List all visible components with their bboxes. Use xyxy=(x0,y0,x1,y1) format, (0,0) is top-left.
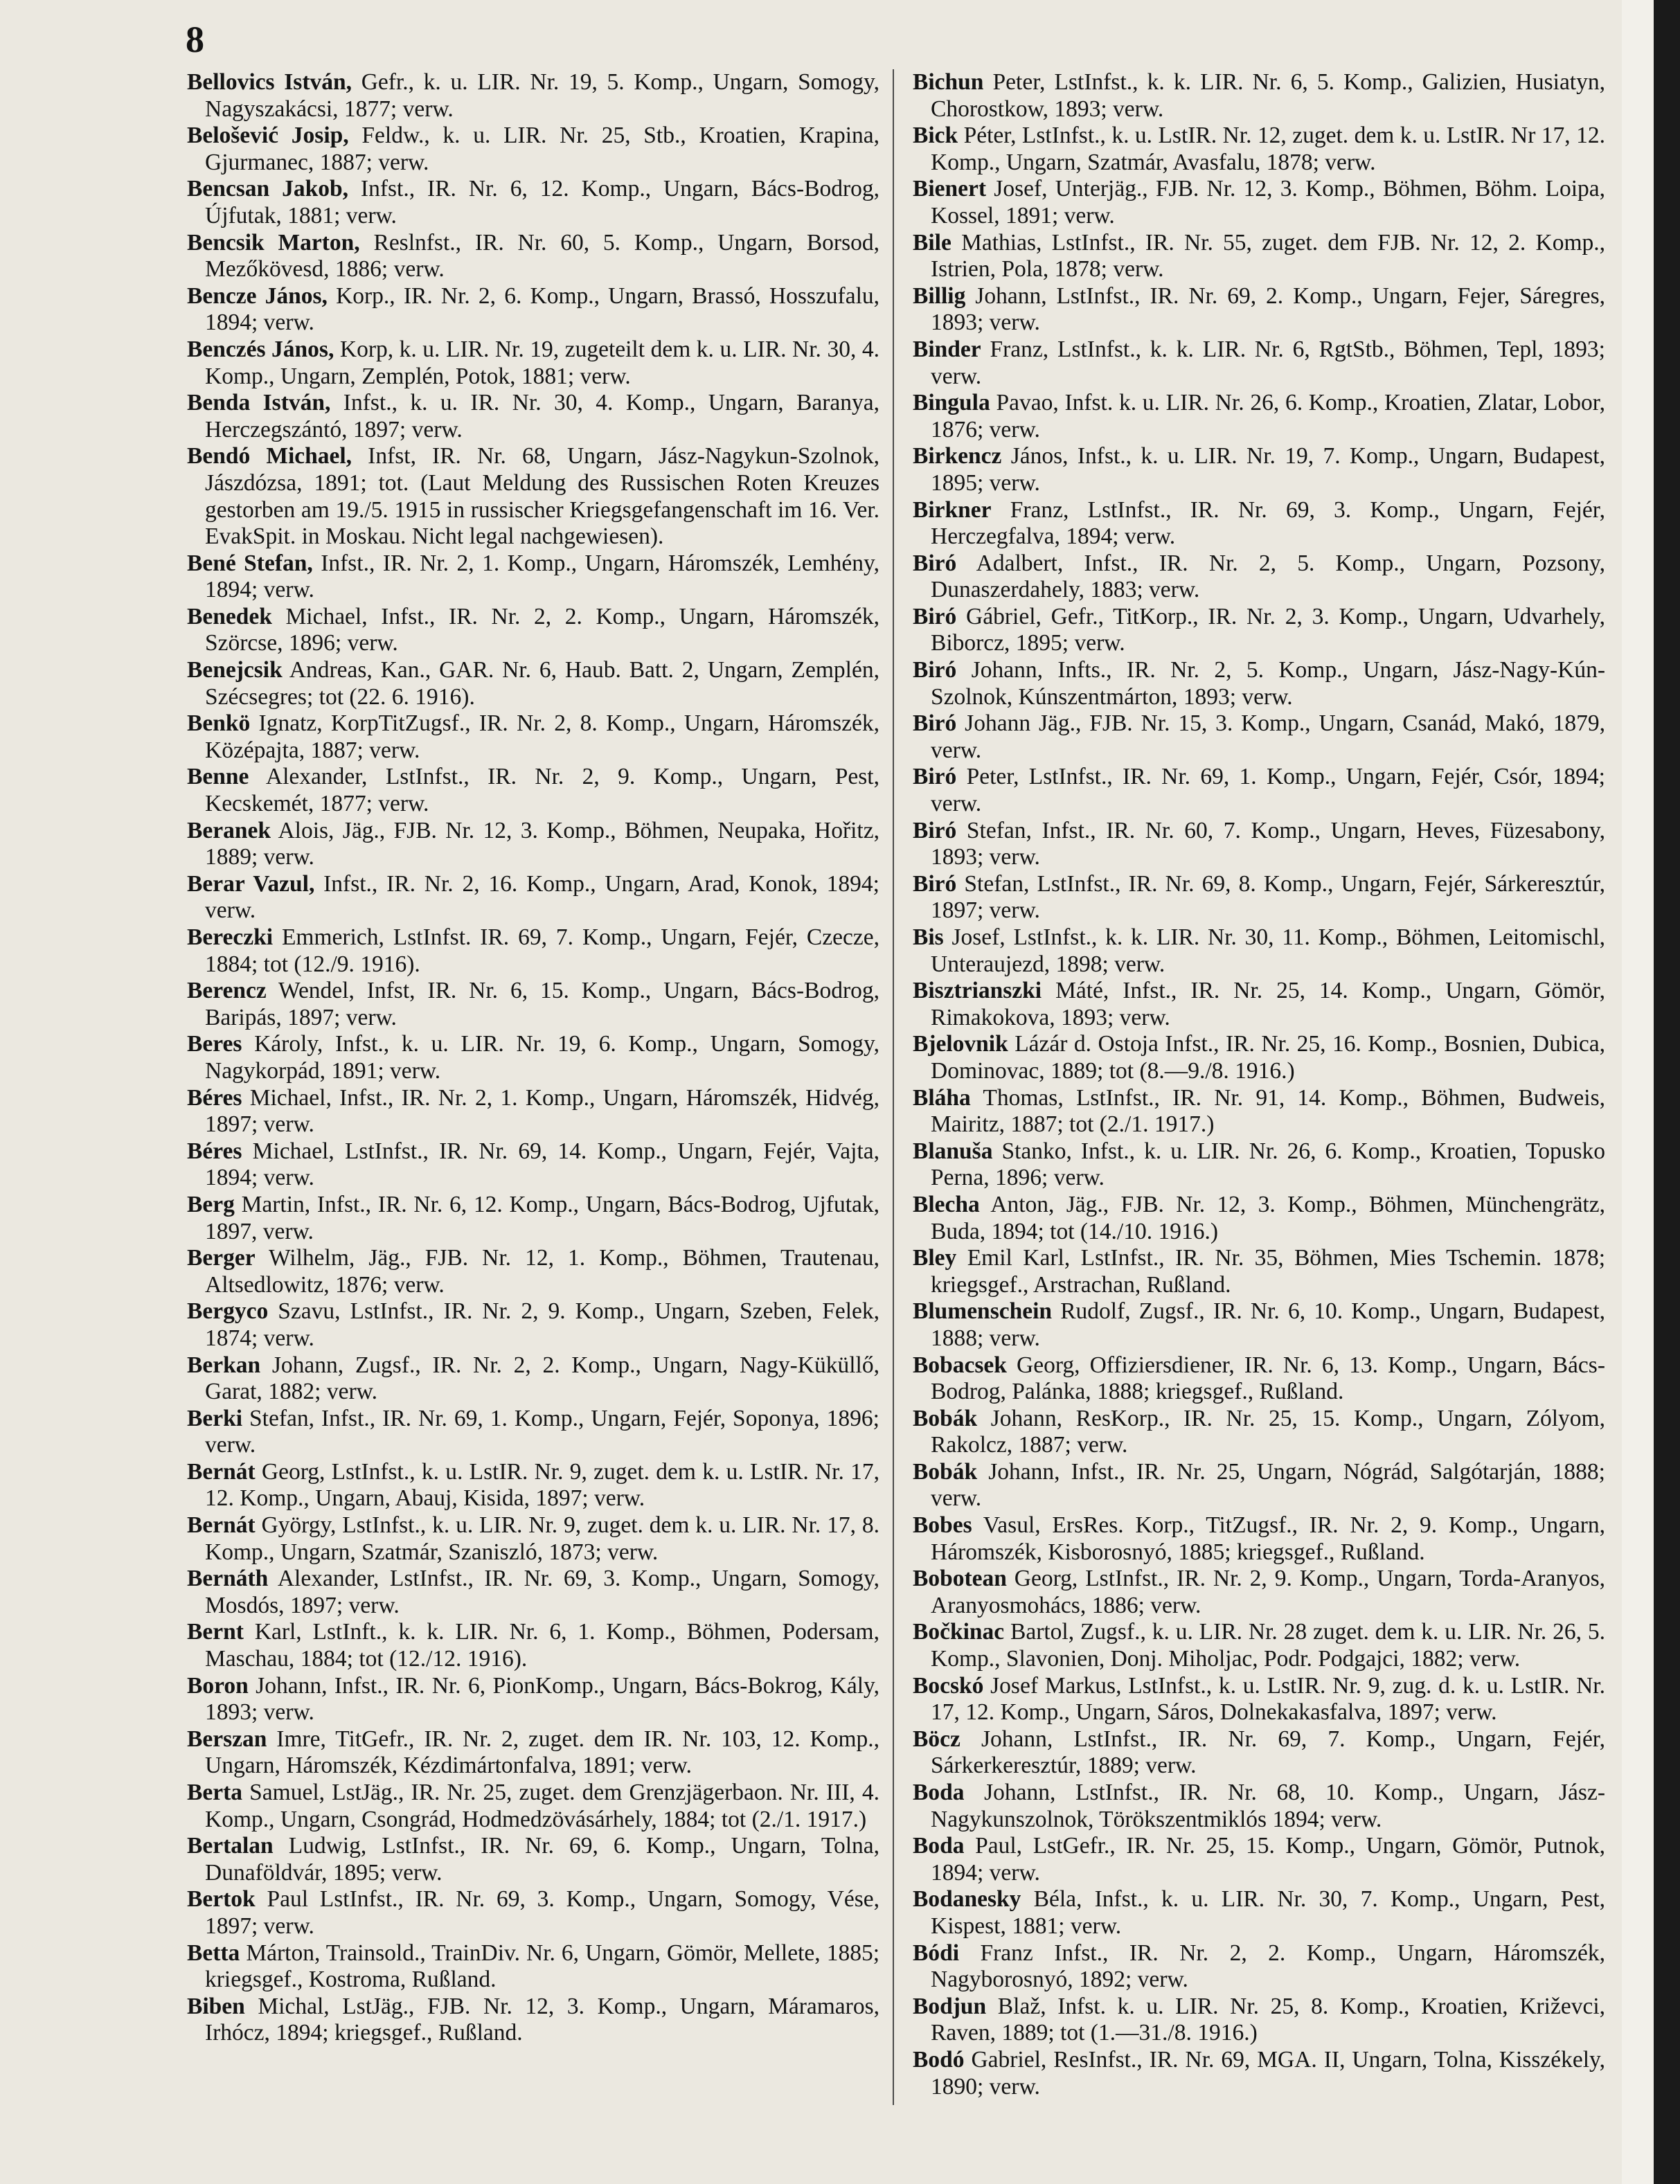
entry-name: Bocskó xyxy=(913,1672,984,1699)
entry-details: Martin, Infst., IR. Nr. 6, 12. Komp., Ungarn, Bács-Bodrog, Ujfutak, 1897, verw. xyxy=(205,1191,879,1244)
entry-details: Stefan, LstInfst., IR. Nr. 69, 8. Komp., Ungarn, Fejér, Sárkeresztúr, 1897; verw. xyxy=(931,870,1605,924)
entry-name: Berki xyxy=(187,1405,243,1431)
roll-entry xyxy=(187,1673,879,1726)
entry-name: Bobotean xyxy=(913,1566,1007,1592)
entry-details: Johann, LstInfst., IR. Nr. 68, 10. Komp., Ungarn, Jász-Nagykunszolnok, Törökszentmiklós 1894; verw. xyxy=(931,1780,1605,1832)
entry-name: Bené Stefan, xyxy=(187,550,313,576)
entry-name: Bingula xyxy=(913,390,990,416)
entry-details: Stanko, Infst., k. u. LIR. Nr. 26, 6. Komp., Kroatien, Topusko Perna, 1896; verw. xyxy=(931,1138,1605,1191)
entry-details: Korp., IR. Nr. 2, 6. Komp., Ungarn, Brassó, Hosszufalu, 1894; verw. xyxy=(205,283,879,336)
entry-name: Berar Vazul, xyxy=(187,870,315,897)
roll-entry xyxy=(913,1298,1605,1352)
entry-name: Bobes xyxy=(913,1512,972,1539)
entry-details: Georg, LstInfst., IR. Nr. 2, 9. Komp., Ungarn, Torda-Aranyos, Aranyosmohács, 1886; verw. xyxy=(931,1566,1605,1618)
roll-entry xyxy=(913,1940,1605,1994)
entry-name: Benejcsik xyxy=(187,657,283,683)
entry-name: Bis xyxy=(913,924,944,950)
entry-details: Paul, LstGefr., IR. Nr. 25, 15. Komp., Ungarn, Gömör, Putnok, 1894; verw. xyxy=(931,1833,1605,1886)
entry-details: Georg, Offiziersdiener, IR. Nr. 6, 13. Komp., Ungarn, Bács-Bodrog, Palánka, 1888; kriegsgef., Rußland. xyxy=(931,1352,1605,1405)
entry-details: Pavao, Infst. k. u. LIR. Nr. 26, 6. Komp., Kroatien, Zlatar, Lobor, 1876; verw. xyxy=(931,390,1605,442)
roll-entry xyxy=(187,69,879,123)
entry-name: Berkan xyxy=(187,1352,261,1378)
roll-entry xyxy=(913,69,1605,123)
roll-entry xyxy=(187,818,879,871)
entry-name: Biben xyxy=(187,1993,245,2019)
entry-details: Péter, LstInfst., k. u. LstIR. Nr. 12, zuget. dem k. u. LstIR. Nr 17, 12. Komp., Ungarn, Szatmár, Avasfalu, 1878; verw. xyxy=(931,123,1605,175)
entry-name: Benczés János, xyxy=(187,336,334,362)
entry-details: Máté, Infst., IR. Nr. 25, 14. Komp., Ungarn, Gömör, Rimakokova, 1893; verw. xyxy=(931,978,1605,1030)
entry-name: Berencz xyxy=(187,978,267,1004)
entry-name: Bodó xyxy=(913,2046,965,2073)
roll-entry xyxy=(913,978,1605,1031)
entry-details: Michael, Infst., IR. Nr. 2, 2. Komp., Ungarn, Háromszék, Szörcse, 1896; verw. xyxy=(205,603,879,656)
entry-details: Michael, Infst., IR. Nr. 2, 1. Komp., Ungarn, Háromszék, Hidvég, 1897; verw. xyxy=(205,1084,879,1138)
entry-name: Birkner xyxy=(913,496,992,523)
roll-entry xyxy=(913,176,1605,229)
roll-entry xyxy=(187,1512,879,1566)
entry-details: Josef, Unterjäg., FJB. Nr. 12, 3. Komp., Böhmen, Böhm. Loipa, Kossel, 1891; verw. xyxy=(931,176,1605,229)
roll-entry xyxy=(913,1726,1605,1780)
roll-entry xyxy=(913,1780,1605,1833)
roll-entry xyxy=(187,283,879,337)
entry-name: Benedek xyxy=(187,603,272,629)
roll-entry xyxy=(187,1566,879,1619)
entry-details: Károly, Infst., k. u. LIR. Nr. 19, 6. Komp., Ungarn, Somogy, Nagykorpád, 1891; verw. xyxy=(205,1031,879,1084)
roll-entry xyxy=(187,1726,879,1780)
entry-name: Bertok xyxy=(187,1886,256,1913)
entry-name: Bernát xyxy=(187,1458,256,1485)
roll-entry xyxy=(913,283,1605,337)
entry-details: Georg, LstInfst., k. u. LstIR. Nr. 9, zuget. dem k. u. LstIR. Nr. 17, 12. Komp., Ungarn, Abauj, Kisida, 1897; verw. xyxy=(205,1458,879,1512)
entry-name: Bencsan Jakob, xyxy=(187,176,348,202)
entry-name: Béres xyxy=(187,1138,242,1164)
entry-name: Bley xyxy=(913,1245,957,1271)
entry-name: Birkencz xyxy=(913,443,1002,469)
entry-details: Alexander, LstInfst., IR. Nr. 2, 9. Komp., Ungarn, Pest, Kecskemét, 1877; verw. xyxy=(205,764,879,817)
roll-entry xyxy=(913,230,1605,283)
roll-entry xyxy=(913,1085,1605,1138)
entry-name: Bernt xyxy=(187,1619,244,1645)
roll-entry xyxy=(913,1031,1605,1084)
roll-entry xyxy=(187,657,879,710)
entry-name: Beres xyxy=(187,1031,242,1057)
entry-name: Berg xyxy=(187,1191,235,1217)
left-column xyxy=(187,69,879,2047)
roll-entry xyxy=(187,1245,879,1298)
roll-entry xyxy=(913,1994,1605,2047)
entry-name: Bernát xyxy=(187,1512,256,1539)
entry-details: Josef, LstInfst., k. k. LIR. Nr. 30, 11. Komp., Böhmen, Leitomischl, Unteraujezd, 1898; verw. xyxy=(931,924,1605,977)
entry-name: Bencze János, xyxy=(187,283,328,309)
roll-entry xyxy=(913,657,1605,710)
entry-details: Karl, LstInft., k. k. LIR. Nr. 6, 1. Komp., Böhmen, Podersam, Maschau, 1884; tot (12./12. 1916). xyxy=(205,1619,879,1672)
entry-name: Böcz xyxy=(913,1726,960,1752)
roll-entry xyxy=(913,710,1605,764)
roll-entry xyxy=(913,604,1605,657)
entry-name: Beranek xyxy=(187,817,271,843)
entry-name: Bodjun xyxy=(913,1993,987,2019)
roll-entry xyxy=(913,1459,1605,1512)
entry-details: Emmerich, LstInfst. IR. 69, 7. Komp., Ungarn, Fejér, Czecze, 1884; tot (12./9. 1916). xyxy=(205,924,879,977)
roll-entry xyxy=(913,1619,1605,1672)
entry-name: Bendó Michael, xyxy=(187,443,352,469)
entry-details: Johann, Infst., IR. Nr. 25, Ungarn, Nógrád, Salgótarján, 1888; verw. xyxy=(931,1458,1605,1512)
entry-name: Bienert xyxy=(913,176,987,202)
roll-entry xyxy=(187,1459,879,1512)
entry-name: Blecha xyxy=(913,1191,980,1217)
roll-entry xyxy=(187,1940,879,1994)
entry-details: Paul LstInfst., IR. Nr. 69, 3. Komp., Ungarn, Somogy, Vése, 1897; verw. xyxy=(205,1886,879,1939)
entry-details: Johann, LstInfst., IR. Nr. 69, 2. Komp., Ungarn, Fejer, Sáregres, 1893; verw. xyxy=(931,283,1605,336)
entry-details: Infst., IR. Nr. 6, 12. Komp., Ungarn, Bács-Bodrog, Újfutak, 1881; verw. xyxy=(205,176,879,229)
entry-name: Boda xyxy=(913,1833,965,1859)
entry-details: Wilhelm, Jäg., FJB. Nr. 12, 1. Komp., Böhmen, Trautenau, Altsedlowitz, 1876; verw. xyxy=(205,1245,879,1298)
entry-details: Johann, ResKorp., IR. Nr. 25, 15. Komp., Ungarn, Zólyom, Rakolcz, 1887; verw. xyxy=(931,1405,1605,1458)
roll-entry xyxy=(913,924,1605,978)
entry-details: Blaž, Infst. k. u. LIR. Nr. 25, 8. Komp., Kroatien, Križevci, Raven, 1889; tot (1.—31./8. 1916.) xyxy=(931,1993,1605,2046)
roll-entry xyxy=(913,1138,1605,1192)
entry-details: Korp, k. u. LIR. Nr. 19, zugeteilt dem k. u. LIR. Nr. 30, 4. Komp., Ungarn, Zemplén, Potok, 1881; verw. xyxy=(205,336,879,389)
roll-entry xyxy=(187,390,879,443)
roll-entry xyxy=(187,1780,879,1833)
entry-name: Bjelovnik xyxy=(913,1031,1008,1057)
roll-entry xyxy=(187,764,879,817)
roll-entry xyxy=(913,123,1605,176)
roll-entry xyxy=(187,871,879,924)
roll-entry xyxy=(187,123,879,176)
entry-name: Bisztrianszki xyxy=(913,978,1042,1004)
roll-entry xyxy=(913,337,1605,390)
roll-entry xyxy=(187,1833,879,1886)
roll-entry xyxy=(187,1031,879,1084)
entry-name: Boda xyxy=(913,1780,965,1805)
entry-name: Berszan xyxy=(187,1726,267,1752)
roll-entry xyxy=(187,1192,879,1245)
entry-details: Anton, Jäg., FJB. Nr. 12, 3. Komp., Böhmen, Münchengrätz, Buda, 1894; tot (14./10. 1916.) xyxy=(931,1191,1605,1244)
roll-entry xyxy=(187,1298,879,1352)
entry-details: Infst., IR. Nr. 2, 16. Komp., Ungarn, Arad, Konok, 1894; verw. xyxy=(205,870,879,924)
entry-details: Emil Karl, LstInfst., IR. Nr. 35, Böhmen, Mies Tschemin. 1878; kriegsgef., Arstrachan, Rußland. xyxy=(931,1245,1605,1298)
entry-details: Lázár d. Ostoja Infst., IR. Nr. 25, 16. Komp., Bosnien, Dubica, Dominovac, 1889; tot (8.—9./8. 1916.) xyxy=(931,1031,1605,1084)
entry-details: Stefan, Infst., IR. Nr. 60, 7. Komp., Ungarn, Heves, Füzesabony, 1893; verw. xyxy=(931,817,1605,870)
entry-name: Betta xyxy=(187,1940,240,1966)
entry-details: Johann Jäg., FJB. Nr. 15, 3. Komp., Ungarn, Csanád, Makó, 1879, verw. xyxy=(931,710,1605,763)
entry-name: Berta xyxy=(187,1780,242,1805)
entry-details: Andreas, Kan., GAR. Nr. 6, Haub. Batt. 2, Ungarn, Zemplén, Szécsegres; tot (22. 6. 1916). xyxy=(205,657,879,710)
entry-details: Infst., k. u. IR. Nr. 30, 4. Komp., Ungarn, Baranya, Herczegszántó, 1897; verw. xyxy=(205,390,879,442)
roll-entry xyxy=(913,497,1605,551)
entry-name: Bernáth xyxy=(187,1566,269,1592)
roll-entry xyxy=(913,1512,1605,1566)
entry-name: Biró xyxy=(913,550,957,576)
roll-entry xyxy=(913,1245,1605,1298)
roll-entry xyxy=(913,1192,1605,1245)
entry-name: Bereczki xyxy=(187,924,274,950)
roll-entry xyxy=(913,1566,1605,1619)
column-divider xyxy=(893,69,894,2105)
page-edge-margin xyxy=(1622,0,1654,2184)
entry-name: Bódi xyxy=(913,1940,960,1966)
entry-details: Alois, Jäg., FJB. Nr. 12, 3. Komp., Böhmen, Neupaka, Hořitz, 1889; verw. xyxy=(205,817,879,870)
entry-name: Boron xyxy=(187,1672,249,1699)
entry-name: Billig xyxy=(913,283,966,309)
entry-name: Biró xyxy=(913,603,957,629)
entry-details: György, LstInfst., k. u. LIR. Nr. 9, zuget. dem k. u. LIR. Nr. 17, 8. Komp., Ungarn, Szatmár, Szaniszló, 1873; verw. xyxy=(205,1512,879,1565)
roll-entry xyxy=(187,176,879,229)
roll-entry xyxy=(913,764,1605,817)
entry-name: Bichun xyxy=(913,69,984,95)
roll-entry xyxy=(187,1619,879,1672)
entry-name: Bobák xyxy=(913,1405,978,1431)
entry-name: Bick xyxy=(913,123,958,149)
entry-details: Peter, LstInfst., IR. Nr. 69, 1. Komp., Ungarn, Fejér, Csór, 1894; verw. xyxy=(931,764,1605,817)
entry-name: Bobák xyxy=(913,1458,978,1485)
roll-entry xyxy=(913,1833,1605,1886)
roll-entry xyxy=(913,1673,1605,1726)
right-column xyxy=(913,69,1605,2100)
adjacent-page-edge xyxy=(1654,0,1680,2184)
entry-details: Reslnfst., IR. Nr. 60, 5. Komp., Ungarn, Borsod, Mezőkövesd, 1886; verw. xyxy=(205,229,879,283)
entry-details: Johann, Infts., IR. Nr. 2, 5. Komp., Ungarn, Jász-Nagy-Kún-Szolnok, Kúnszentmárton, 1893; verw. xyxy=(931,657,1605,710)
entry-details: Bartol, Zugsf., k. u. LIR. Nr. 28 zuget. dem k. u. LIR. Nr. 26, 5. Komp., Slavonien, Donj. Miholjac, Podr. Podgajci, 1882; verw. xyxy=(931,1619,1605,1672)
entry-details: Johann, Infst., IR. Nr. 6, PionKomp., Ungarn, Bács-Bokrog, Kály, 1893; verw. xyxy=(205,1672,879,1726)
entry-name: Biró xyxy=(913,817,957,843)
entry-details: Márton, Trainsold., TrainDiv. Nr. 6, Ungarn, Gömör, Mellete, 1885; kriegsgef., Kostroma, Rußland. xyxy=(205,1940,879,1993)
page-number: 8 xyxy=(186,19,204,60)
roll-entry xyxy=(187,1352,879,1406)
entry-details: Samuel, LstJäg., IR. Nr. 25, zuget. dem Grenzjägerbaon. Nr. III, 4. Komp., Ungarn, Csongrád, Hodmedzövásárhely, 1884; tot (2./1. 1917.) xyxy=(205,1780,879,1832)
entry-details: Ignatz, KorpTitZugsf., IR. Nr. 2, 8. Komp., Ungarn, Háromszék, Középajta, 1887; verw. xyxy=(205,710,879,763)
entry-details: Alexander, LstInfst., IR. Nr. 69, 3. Komp., Ungarn, Somogy, Mosdós, 1897; verw. xyxy=(205,1566,879,1618)
roll-entry xyxy=(187,1138,879,1192)
entry-name: Bergyco xyxy=(187,1298,269,1325)
roll-entry xyxy=(913,390,1605,443)
entry-details: Infst., IR. Nr. 2, 1. Komp., Ungarn, Háromszék, Lemhény, 1894; verw. xyxy=(205,550,880,603)
roll-entry xyxy=(187,230,879,283)
entry-details: Josef Markus, LstInfst., k. u. LstIR. Nr. 9, zug. d. k. u. LstIR. Nr. 17, 12. Komp., Ungarn, Sáros, Dolnekakasfalva, 1897; verw. xyxy=(931,1672,1605,1726)
roll-entry xyxy=(187,604,879,657)
entry-name: Bočkinac xyxy=(913,1619,1005,1645)
entry-details: Imre, TitGefr., IR. Nr. 2, zuget. dem IR. Nr. 103, 12. Komp., Ungarn, Háromszék, Kézdimártonfalva, 1891; verw. xyxy=(205,1726,879,1779)
entry-name: Benkö xyxy=(187,710,251,737)
roll-entry xyxy=(187,924,879,978)
entry-details: Franz Infst., IR. Nr. 2, 2. Komp., Ungarn, Háromszék, Nagyborosnyó, 1892; verw. xyxy=(931,1940,1605,1993)
entry-details: Infst, IR. Nr. 68, Ungarn, Jász-Nagykun-Szolnok, Jászdózsa, 1891; tot. (Laut Meldung des Russischen Roten Kreuzes gestorben am 19./5. 1915 in russischer Kriegsgefangenschaft im 16. Ver. EvakSpit. in Moskau. Nicht legal nachgewiesen). xyxy=(205,443,880,550)
entry-details: Peter, LstInfst., k. k. LIR. Nr. 6, 5. Komp., Galizien, Husiatyn, Chorostkow, 1893; verw. xyxy=(931,69,1605,122)
entry-details: Michal, LstJäg., FJB. Nr. 12, 3. Komp., Ungarn, Máramaros, Irhócz, 1894; kriegsgef., Rußland. xyxy=(205,1993,879,2046)
roll-entry xyxy=(187,978,879,1031)
entry-details: Johann, LstInfst., IR. Nr. 69, 7. Komp., Ungarn, Fejér, Sárkerkeresztúr, 1889; verw. xyxy=(931,1726,1605,1779)
entry-name: Berger xyxy=(187,1245,256,1271)
entry-name: Bláha xyxy=(913,1084,971,1111)
entry-name: Bertalan xyxy=(187,1833,274,1859)
entry-details: Franz, LstInfst., k. k. LIR. Nr. 6, RgtStb., Böhmen, Tepl, 1893; verw. xyxy=(931,336,1605,389)
entry-details: Gábriel, Gefr., TitKorp., IR. Nr. 2, 3. Komp., Ungarn, Udvarhely, Biborcz, 1895; verw. xyxy=(931,603,1605,656)
entry-details: Gabriel, ResInfst., IR. Nr. 69, MGA. II, Ungarn, Tolna, Kisszékely, 1890; verw. xyxy=(931,2046,1605,2100)
roll-entry xyxy=(187,1085,879,1138)
entry-name: Benne xyxy=(187,764,249,790)
entry-details: Michael, LstInfst., IR. Nr. 69, 14. Komp., Ungarn, Fejér, Vajta, 1894; verw. xyxy=(205,1138,879,1191)
entry-name: Bodanesky xyxy=(913,1886,1021,1913)
entry-details: Stefan, Infst., IR. Nr. 69, 1. Komp., Ungarn, Fejér, Soponya, 1896; verw. xyxy=(205,1405,879,1458)
roll-entry xyxy=(913,1886,1605,1940)
roll-entry xyxy=(913,551,1605,604)
roll-entry xyxy=(187,551,879,604)
entry-details: János, Infst., k. u. LIR. Nr. 19, 7. Komp., Ungarn, Budapest, 1895; verw. xyxy=(931,443,1605,496)
roll-entry xyxy=(913,871,1605,924)
entry-details: Rudolf, Zugsf., IR. Nr. 6, 10. Komp., Ungarn, Budapest, 1888; verw. xyxy=(931,1298,1605,1351)
roll-entry xyxy=(913,443,1605,496)
entry-name: Biró xyxy=(913,710,957,737)
roll-entry xyxy=(913,1406,1605,1459)
roll-entry xyxy=(187,337,879,390)
entry-name: Bellovics István, xyxy=(187,69,352,95)
roll-entry xyxy=(913,2047,1605,2100)
entry-details: Béla, Infst., k. u. LIR. Nr. 30, 7. Komp., Ungarn, Pest, Kispest, 1881; verw. xyxy=(931,1886,1605,1939)
entry-details: Adalbert, Infst., IR. Nr. 2, 5. Komp., Ungarn, Pozsony, Dunaszerdahely, 1883; verw. xyxy=(931,550,1605,603)
entry-details: Vasul, ErsRes. Korp., TitZugsf., IR. Nr. 2, 9. Komp., Ungarn, Háromszék, Kisborosnyó, 1885; kriegsgef., Rußland. xyxy=(931,1512,1605,1565)
entry-details: Mathias, LstInfst., IR. Nr. 55, zuget. dem FJB. Nr. 12, 2. Komp., Istrien, Pola, 1878; verw. xyxy=(931,229,1605,283)
entry-details: Franz, LstInfst., IR. Nr. 69, 3. Komp., Ungarn, Fejér, Herczegfalva, 1894; verw. xyxy=(931,496,1605,550)
entry-details: Szavu, LstInfst., IR. Nr. 2, 9. Komp., Ungarn, Szeben, Felek, 1874; verw. xyxy=(205,1298,879,1351)
roll-entry xyxy=(187,1406,879,1459)
entry-details: Thomas, LstInfst., IR. Nr. 91, 14. Komp., Böhmen, Budweis, Mairitz, 1887; tot (2./1. 1917.) xyxy=(931,1084,1605,1138)
entry-name: Blumenschein xyxy=(913,1298,1053,1325)
roll-entry xyxy=(187,443,879,550)
entry-name: Binder xyxy=(913,336,981,362)
entry-name: Biró xyxy=(913,764,957,790)
roll-entry xyxy=(187,1886,879,1940)
entry-name: Bencsik Marton, xyxy=(187,229,360,256)
entry-details: Ludwig, LstInfst., IR. Nr. 69, 6. Komp., Ungarn, Tolna, Dunaföldvár, 1895; verw. xyxy=(205,1833,879,1886)
entry-name: Benda István, xyxy=(187,390,331,416)
roll-entry xyxy=(187,710,879,764)
entry-name: Belošević Josip, xyxy=(187,123,349,149)
entry-details: Wendel, Infst, IR. Nr. 6, 15. Komp., Ungarn, Bács-Bodrog, Baripás, 1897; verw. xyxy=(205,978,879,1030)
entry-details: Feldw., k. u. LIR. Nr. 25, Stb., Kroatien, Krapina, Gjurmanec, 1887; verw. xyxy=(205,123,880,175)
entry-name: Biró xyxy=(913,870,957,897)
entry-name: Biró xyxy=(913,657,957,683)
roll-entry xyxy=(913,818,1605,871)
entry-details: Johann, Zugsf., IR. Nr. 2, 2. Komp., Ungarn, Nagy-Küküllő, Garat, 1882; verw. xyxy=(205,1352,879,1405)
roll-entry xyxy=(913,1352,1605,1406)
entry-name: Bile xyxy=(913,229,951,256)
entry-details: Gefr., k. u. LIR. Nr. 19, 5. Komp., Ungarn, Somogy, Nagyszakácsi, 1877; verw. xyxy=(205,69,879,122)
roll-entry xyxy=(187,1994,879,2047)
entry-name: Béres xyxy=(187,1084,242,1111)
entry-name: Blanuša xyxy=(913,1138,993,1164)
entry-name: Bobacsek xyxy=(913,1352,1007,1378)
